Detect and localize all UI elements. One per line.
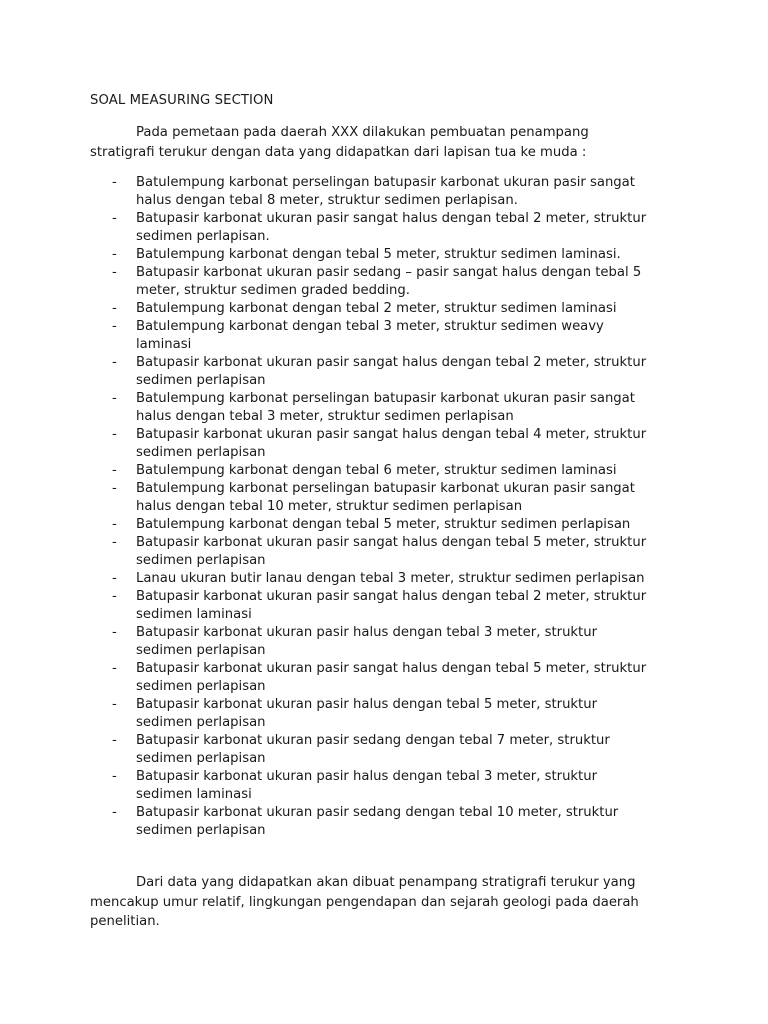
list-item xyxy=(90,516,690,534)
list-item-text: Batulempung karbonat perselingan batupasir karbonat ukuran pasir sangat xyxy=(136,175,635,190)
list-item-text: Batulempung karbonat perselingan batupasir karbonat ukuran pasir sangat xyxy=(136,391,635,406)
list-item-text: sedimen laminasi xyxy=(136,607,252,622)
list-item-text: halus dengan tebal 8 meter, struktur sedimen perlapisan. xyxy=(136,193,518,208)
list-item xyxy=(90,624,690,660)
list-item-text: sedimen perlapisan xyxy=(136,715,266,730)
list-item xyxy=(90,264,690,300)
list-item-text: Batupasir karbonat ukuran pasir halus dengan tebal 3 meter, struktur xyxy=(136,769,598,784)
list-item-text: sedimen laminasi xyxy=(136,787,252,802)
list-item-text: Batulempung karbonat dengan tebal 5 meter, struktur sedimen perlapisan xyxy=(136,517,631,532)
list-item xyxy=(90,390,690,426)
outro-line-1: Dari data yang didapatkan akan dibuat penampang stratigrafi terukur yang xyxy=(136,875,636,890)
list-item-text: Batulempung karbonat dengan tebal 5 meter, struktur sedimen laminasi. xyxy=(136,247,621,262)
list-item-text: Batupasir karbonat ukuran pasir sedang dengan tebal 7 meter, struktur xyxy=(136,733,610,748)
list-item xyxy=(90,732,690,768)
list-item-text: Batupasir karbonat ukuran pasir halus dengan tebal 3 meter, struktur xyxy=(136,625,598,640)
list-item-text: halus dengan tebal 3 meter, struktur sedimen perlapisan xyxy=(136,409,514,424)
list-item-text: Batupasir karbonat ukuran pasir sangat halus dengan tebal 2 meter, struktur xyxy=(136,211,647,226)
list-item xyxy=(90,534,690,570)
list-item xyxy=(90,300,690,318)
list-marker: - xyxy=(112,175,117,190)
list-item-text: Batulempung karbonat dengan tebal 3 meter, struktur sedimen weavy xyxy=(136,319,604,334)
list-marker: - xyxy=(112,769,117,784)
list-item-text: Batupasir karbonat ukuran pasir sangat halus dengan tebal 2 meter, struktur xyxy=(136,589,647,604)
list-item xyxy=(90,174,690,210)
list-marker: - xyxy=(112,319,117,334)
list-item-text: Batupasir karbonat ukuran pasir halus dengan tebal 5 meter, struktur xyxy=(136,697,598,712)
list-marker: - xyxy=(112,391,117,406)
list-item xyxy=(90,570,690,588)
list-item xyxy=(90,696,690,732)
list-marker: - xyxy=(112,517,117,532)
list-marker: - xyxy=(112,535,117,550)
layer-list xyxy=(90,174,690,840)
list-item-text: Batupasir karbonat ukuran pasir sangat halus dengan tebal 2 meter, struktur xyxy=(136,355,647,370)
list-item-text: laminasi xyxy=(136,337,192,352)
list-item-text: sedimen perlapisan xyxy=(136,643,266,658)
list-item-text: Lanau ukuran butir lanau dengan tebal 3 meter, struktur sedimen perlapisan xyxy=(136,571,645,586)
list-item-text: Batulempung karbonat dengan tebal 6 meter, struktur sedimen laminasi xyxy=(136,463,617,478)
list-item xyxy=(90,246,690,264)
list-marker: - xyxy=(112,661,117,676)
list-item-text: sedimen perlapisan xyxy=(136,751,266,766)
list-item-text: Batupasir karbonat ukuran pasir sedang – pasir sangat halus dengan tebal 5 xyxy=(136,265,642,280)
list-item-text: Batupasir karbonat ukuran pasir sangat halus dengan tebal 4 meter, struktur xyxy=(136,427,647,442)
list-item xyxy=(90,480,690,516)
list-marker: - xyxy=(112,355,117,370)
list-item-text: meter, struktur sedimen graded bedding. xyxy=(136,283,410,298)
list-item xyxy=(90,804,690,840)
list-marker: - xyxy=(112,481,117,496)
intro-line-1: Pada pemetaan pada daerah XXX dilakukan pembuatan penampang xyxy=(136,125,589,140)
document-title: SOAL MEASURING SECTION xyxy=(90,93,274,108)
list-item xyxy=(90,660,690,696)
list-marker: - xyxy=(112,247,117,262)
list-marker: - xyxy=(112,211,117,226)
list-marker: - xyxy=(112,301,117,316)
list-item xyxy=(90,210,690,246)
list-marker: - xyxy=(112,427,117,442)
list-item-text: Batupasir karbonat ukuran pasir sangat halus dengan tebal 5 meter, struktur xyxy=(136,535,647,550)
list-item xyxy=(90,354,690,390)
list-item-text: sedimen perlapisan xyxy=(136,553,266,568)
list-item xyxy=(90,768,690,804)
outro-line-3: penelitian. xyxy=(90,914,160,929)
list-marker: - xyxy=(112,733,117,748)
list-marker: - xyxy=(112,463,117,478)
list-item-text: sedimen perlapisan. xyxy=(136,229,270,244)
list-marker: - xyxy=(112,571,117,586)
list-item-text: halus dengan tebal 10 meter, struktur sedimen perlapisan xyxy=(136,499,523,514)
list-item-text: Batupasir karbonat ukuran pasir sedang dengan tebal 10 meter, struktur xyxy=(136,805,619,820)
outro-line-2: mencakup umur relatif, lingkungan pengendapan dan sejarah geologi pada daerah xyxy=(90,894,639,910)
list-item-text: sedimen perlapisan xyxy=(136,679,266,694)
list-item-text: sedimen perlapisan xyxy=(136,373,266,388)
outro-paragraph xyxy=(90,873,690,932)
list-item xyxy=(90,318,690,354)
list-item xyxy=(90,588,690,624)
list-marker: - xyxy=(112,697,117,712)
list-item-text: Batulempung karbonat dengan tebal 2 meter, struktur sedimen laminasi xyxy=(136,301,617,316)
list-marker: - xyxy=(112,625,117,640)
list-marker: - xyxy=(112,805,117,820)
list-item-text: Batupasir karbonat ukuran pasir sangat halus dengan tebal 5 meter, struktur xyxy=(136,661,647,676)
list-item xyxy=(90,426,690,462)
list-item-text: sedimen perlapisan xyxy=(136,823,266,838)
list-marker: - xyxy=(112,265,117,280)
list-item-text: Batulempung karbonat perselingan batupasir karbonat ukuran pasir sangat xyxy=(136,481,635,496)
intro-paragraph xyxy=(90,123,690,162)
list-item xyxy=(90,462,690,480)
list-item-text: sedimen perlapisan xyxy=(136,445,266,460)
list-marker: - xyxy=(112,589,117,604)
intro-line-2: stratigrafi terukur dengan data yang didapatkan dari lapisan tua ke muda : xyxy=(90,144,587,160)
